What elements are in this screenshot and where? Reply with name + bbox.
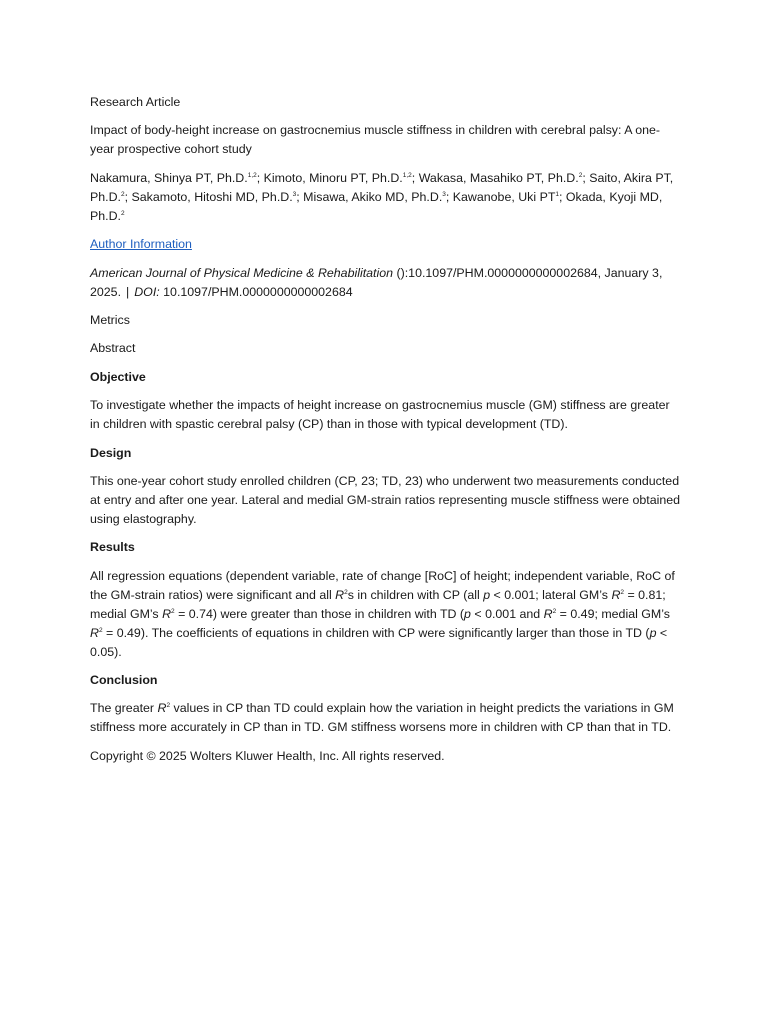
author-affiliation: 2 (121, 190, 125, 198)
author-name: Okada, Kyoji MD, Ph.D. (90, 189, 663, 223)
author-name: Misawa, Akiko MD, Ph.D. (303, 189, 443, 204)
abstract-label: Abstract (90, 341, 136, 356)
author-affiliation: 3 (292, 190, 297, 198)
author-name: Nakamura, Shinya PT, Ph.D. (90, 170, 248, 185)
author-affiliation: 1 (555, 190, 560, 198)
metrics-label[interactable]: Metrics (90, 312, 130, 327)
citation-separator: | (126, 284, 130, 299)
author-information-link[interactable]: Author Information (90, 237, 192, 252)
author-affiliation: 1,2 (247, 171, 257, 179)
article-type: Research Article (90, 95, 181, 109)
design-heading: Design (90, 445, 132, 460)
author-list: Nakamura, Shinya PT, Ph.D.$^{1,2}$; Kimoto, Minoru PT, Ph.D.$^{1,2}$; Wakasa, Masahiko PT, Ph.D.$^2$; Saito, Akira PT, Ph.D.$^2$; Sakamoto, Hitoshi MD, Ph.D.$^3$; Misawa, Akiko MD, Ph.D.$^3$; Kawanobe, Uki $PT^1$; Okada, Kyoji MD, Ph.D.$^2$ (90, 170, 674, 223)
objective-heading: Objective (90, 369, 146, 384)
doi-value[interactable]: 10.1097/PHM.0000000000002684 (159, 284, 353, 299)
results-text: All regression equations (dependent variable, rate of change [RoC] of height; independent variable, RoC of the GM-strain ratios) were significant and all $R^2s$ in children with CP (all p < 0.001; lateral GM’s $R^2 = 0.81$; medial GM’s $R^2 = 0.74$) were greater than those in children with TD (p < 0.001 and $R^2 = 0.49$; medial GM’s $R^2 = 0.49$). The coefficients of equations in children with CP were significantly larger than those in TD (p < 0.05). (90, 568, 675, 659)
author-affiliation: 2 (121, 209, 125, 217)
article-title: Impact of body-height increase on gastrocnemius muscle stiffness in children with cerebral palsy: A one-year prospective cohort study (90, 123, 661, 157)
article-page (90, 93, 680, 775)
author-affiliation: 2 (578, 171, 583, 179)
design-text: This one-year cohort study enrolled children (CP, 23; TD, 23) who underwent two measurements conducted at entry and after one year. Lateral and medial GM-strain ratios representing muscle stiffness were obtained using elastography. (90, 473, 681, 526)
author-info-paragraph (90, 235, 680, 254)
author-name: Kimoto, Minoru PT, Ph.D. (263, 170, 403, 185)
author-name: Saito, Akira PT, Ph.D. (90, 170, 674, 204)
citation (90, 264, 680, 302)
journal-name: American Journal of Physical Medicine & Rehabilitation (90, 265, 394, 280)
objective-text: To investigate whether the impacts of height increase on gastrocnemius muscle (GM) stiffness are greater in children with spastic cerebral palsy (CP) than in those with typical development (TD). (90, 398, 670, 432)
conclusion-text: The greater $R^2$ values in CP than TD could explain how the variation in height predicts the variations in GM stiffness more accurately in CP than in TD. GM stiffness worsens more in children with CP than that in TD. (90, 701, 674, 735)
author-affiliation: 3 (442, 190, 446, 198)
results-heading: Results (90, 540, 135, 555)
copyright-notice: Copyright © 2025 Wolters Kluwer Health, Inc. All rights reserved. (90, 748, 445, 763)
doi-label: DOI: (134, 284, 160, 299)
conclusion-heading: Conclusion (90, 673, 158, 688)
citation-details: ():10.1097/PHM.0000000000002684, January 3, 2025. (90, 265, 663, 299)
author-name: Wakasa, Masahiko PT, Ph.D. (418, 170, 579, 185)
author-name: Kawanobe, Uki PT (452, 189, 556, 204)
author-name: Sakamoto, Hitoshi MD, Ph.D. (131, 189, 293, 204)
author-affiliation: 1,2 (402, 171, 412, 179)
